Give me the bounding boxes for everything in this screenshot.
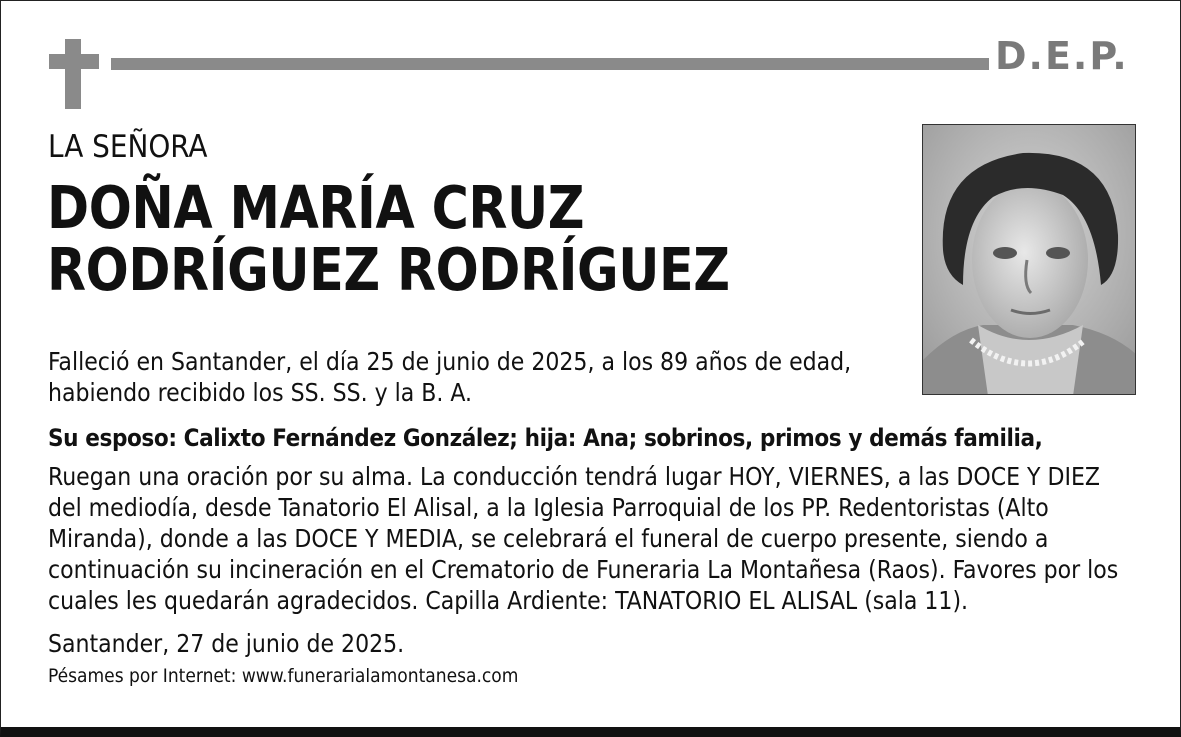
name-line-2: RODRÍGUEZ RODRÍGUEZ xyxy=(47,235,730,304)
portrait-image xyxy=(923,125,1136,395)
death-notice-text: Falleció en Santander, el día 25 de junio de 2025, a los 89 años de edad, habiendo recibido los SS. SS. y la B. A. xyxy=(48,347,852,407)
name-line-1: DOÑA MARÍA CRUZ xyxy=(47,173,585,242)
header-rule xyxy=(111,58,989,70)
service-details-text: Ruegan una oración por su alma. La conducción tendrá lugar HOY, VIERNES, a las DOCE Y DIEZ del mediodía, desde Tanatorio El Alisal, a la Iglesia Parroquial de los PP. Redentoristas (Alto Miranda), donde a las DOCE Y MEDIA, se celebrará el funeral de cuerpo presente, siendo a continuación su incineración en el Crematorio de Funeraria La Montañesa (Raos). Favores por los cuales les quedarán agradecidos. Capilla Ardiente: TANATORIO EL ALISAL (sala 11). xyxy=(48,462,1119,615)
cross-icon-bar xyxy=(49,54,99,69)
deceased-name xyxy=(47,173,787,304)
condolences-text: Pésames por Internet: www.funerarialamontanesa.com xyxy=(48,665,519,687)
family-text: Su esposo: Calixto Fernández González; hija: Ana; sobrinos, primos y demás familia, xyxy=(48,424,1043,452)
dep-label: D.E.P. xyxy=(995,34,1129,78)
place-date-text: Santander, 27 de junio de 2025. xyxy=(48,629,405,658)
cross-icon xyxy=(65,39,81,109)
portrait-photo xyxy=(922,124,1136,395)
intro-label: LA SEÑORA xyxy=(48,129,208,165)
